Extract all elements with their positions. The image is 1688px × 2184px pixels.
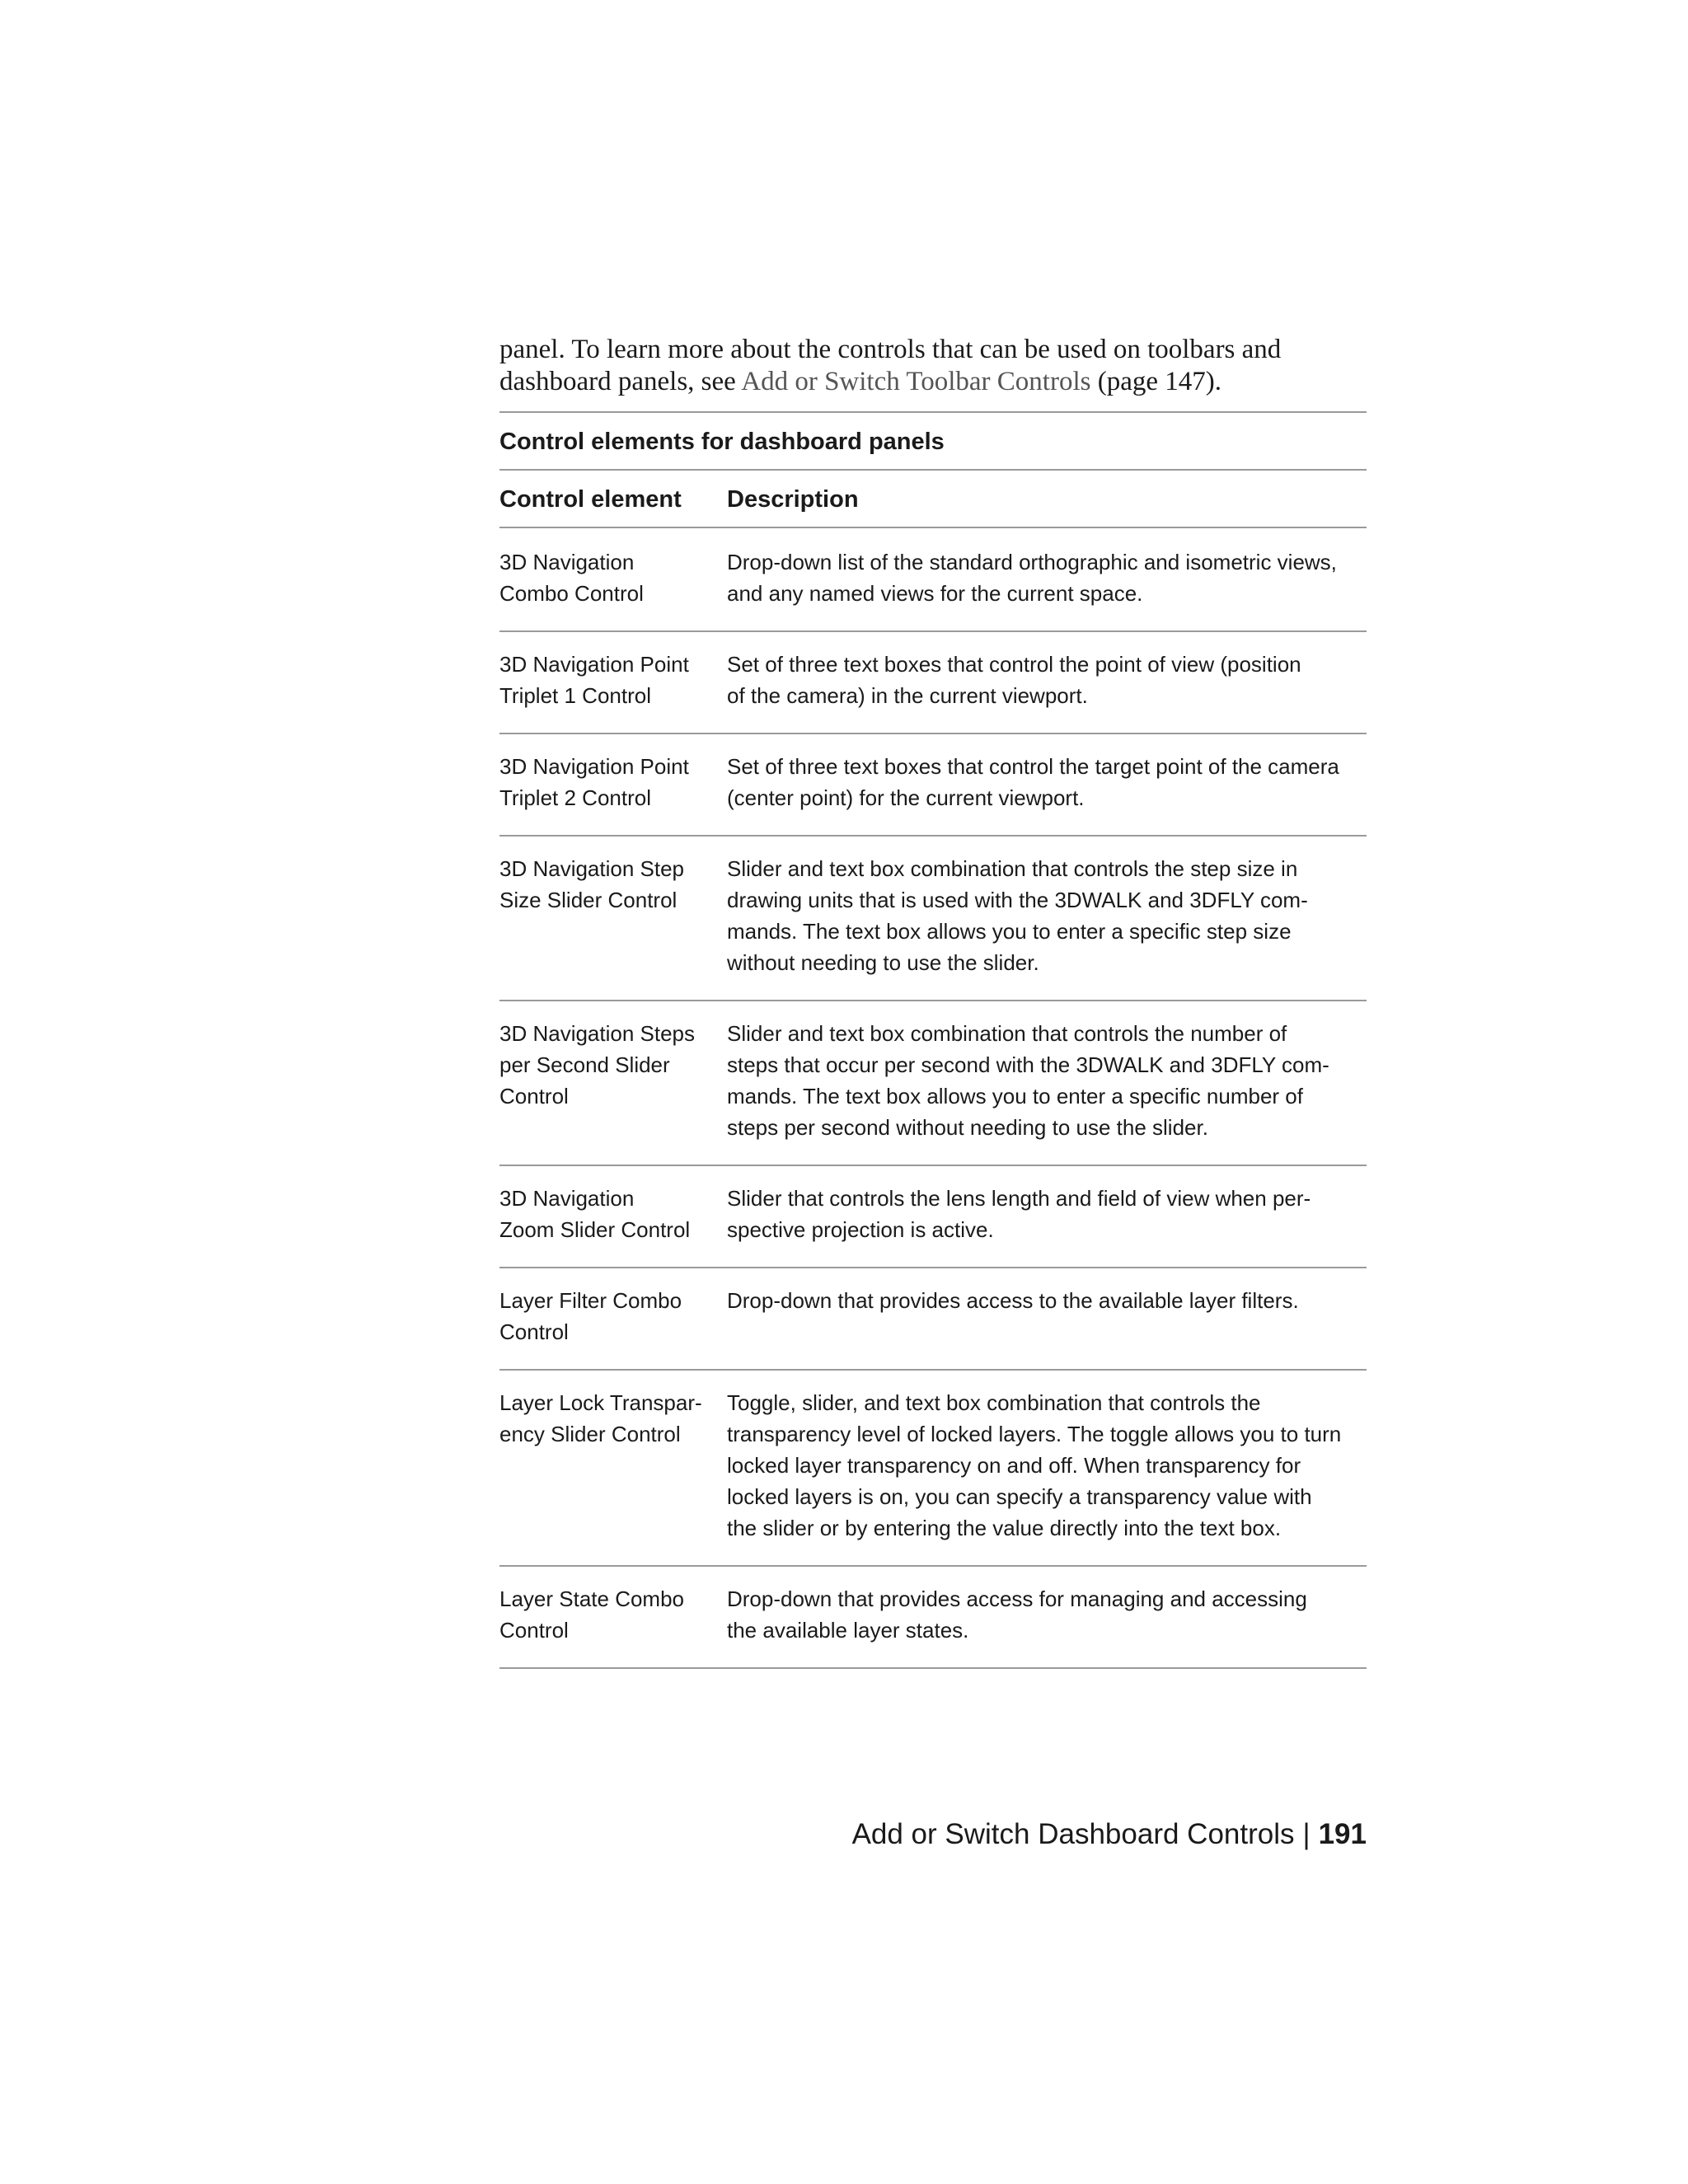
footer-section-title: Add or Switch Dashboard Controls xyxy=(851,1818,1295,1850)
page-number: 191 xyxy=(1318,1818,1367,1850)
description-cell: Set of three text boxes that control the point of view (position of the camera) in the current viewport. xyxy=(727,652,1301,708)
control-element-cell: 3D Navigation Step Size Slider Control xyxy=(499,856,685,912)
table-row xyxy=(499,835,1367,1000)
description-cell: Slider and text box combination that controls the number of steps that occur per second with the 3DWALK and 3DFLY com- mands. The text box allows you to enter a specific number of steps per second without needing to use the slider. xyxy=(727,1021,1329,1140)
table-row xyxy=(499,630,1367,733)
control-element-cell: 3D Navigation Steps per Second Slider Control xyxy=(499,1021,696,1108)
table-row xyxy=(499,1369,1367,1565)
control-element-cell: 3D Navigation Point Triplet 1 Control xyxy=(499,652,689,708)
header-control-element: Control element xyxy=(499,486,682,513)
control-element-cell: 3D Navigation Zoom Slider Control xyxy=(499,1186,691,1242)
table-bottom-rule xyxy=(499,1667,1367,1669)
description-cell: Drop-down that provides access for managing and accessing the available layer states. xyxy=(727,1586,1307,1643)
header-description: Description xyxy=(727,486,859,513)
description-cell: Drop-down that provides access to the available layer filters. xyxy=(727,1288,1299,1313)
table-row xyxy=(499,1165,1367,1267)
table-row xyxy=(499,1267,1367,1369)
intro-text-after: (page 147). xyxy=(1090,367,1222,396)
footer-separator: | xyxy=(1302,1818,1311,1850)
table-row xyxy=(499,1000,1367,1165)
table-row xyxy=(499,1565,1367,1667)
control-element-cell: Layer Lock Transpar- ency Slider Control xyxy=(499,1390,702,1446)
description-cell: Drop-down list of the standard orthographic and isometric views, and any named views for the current space. xyxy=(727,550,1337,606)
description-cell: Toggle, slider, and text box combination that controls the transparency level of locked layers. The toggle allows you to turn locked layer transparency on and off. When transparency for locked layers is on, you can specify a transparency value with the slider or by entering the value directly into the text box. xyxy=(727,1390,1342,1540)
page-footer xyxy=(852,1818,1367,1851)
page-body xyxy=(499,334,1367,1669)
control-element-cell: 3D Navigation Point Triplet 2 Control xyxy=(499,754,689,810)
table-header-row xyxy=(499,471,1367,527)
table-caption: Control elements for dashboard panels xyxy=(499,429,945,455)
control-element-cell: Layer Filter Combo Control xyxy=(499,1288,682,1344)
xref-link[interactable]: Add or Switch Toolbar Controls xyxy=(741,367,1091,396)
description-cell: Slider and text box combination that controls the step size in drawing units that is used with the 3DWALK and 3DFLY com- mands. The text box allows you to enter a specific step size without needing to use the slider. xyxy=(727,856,1308,975)
description-cell: Slider that controls the lens length and field of view when per- spective projection is active. xyxy=(727,1186,1311,1242)
description-cell: Set of three text boxes that control the target point of the camera (center point) for the current viewport. xyxy=(727,754,1339,810)
intro-text-before: panel. To learn more about the controls that can be used on toolbars and dashboard panels, see xyxy=(499,335,1282,396)
table-row xyxy=(499,733,1367,835)
table-row xyxy=(499,528,1367,630)
control-element-cell: Layer State Combo Control xyxy=(499,1586,685,1643)
control-element-cell: 3D Navigation Combo Control xyxy=(499,550,644,606)
control-elements-table xyxy=(499,411,1367,1669)
intro-paragraph xyxy=(499,334,1367,398)
